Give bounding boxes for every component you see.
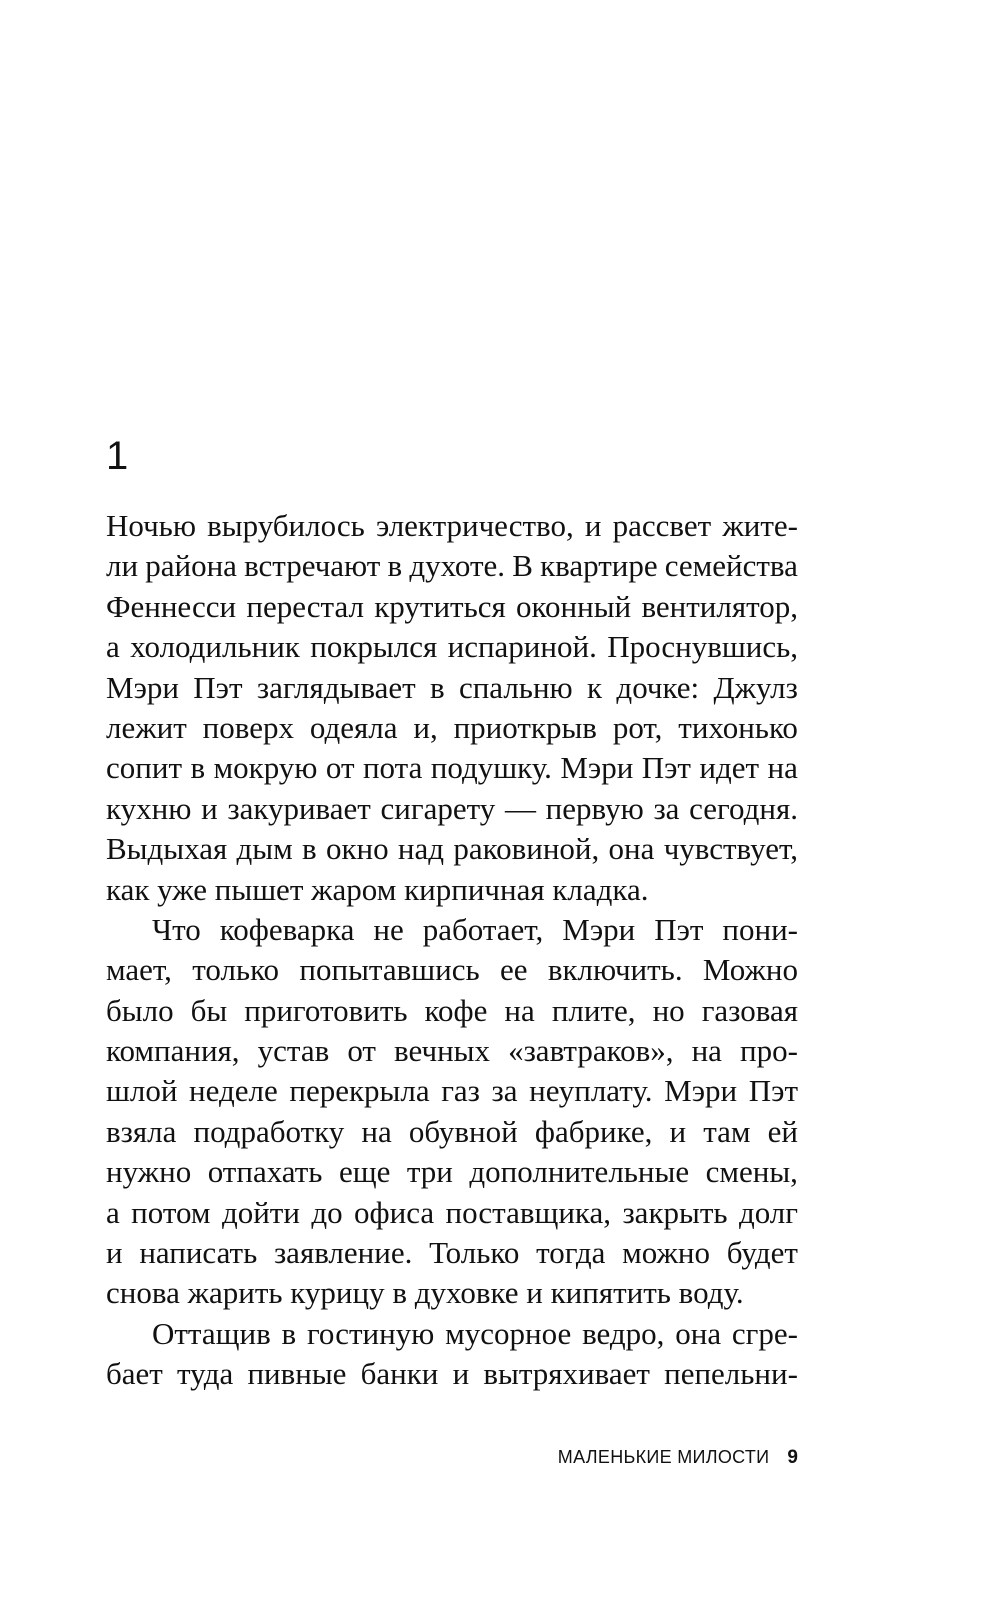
- page-number: 9: [787, 1447, 798, 1468]
- body-text: [106, 506, 798, 1395]
- running-title: МАЛЕНЬКИЕ МИЛОСТИ: [557, 1447, 770, 1467]
- text-line: сопит в мокрую от пота подушку. Мэри Пэт идет на: [106, 750, 798, 786]
- text-line: Оттащив в гостиную мусорное ведро, она сгре-: [152, 1315, 798, 1351]
- text-line: нужно отпахать еще три дополнительные смены,: [106, 1154, 798, 1190]
- text-line: Феннесси перестал крутиться оконный вентилятор,: [106, 588, 798, 624]
- text-line: мает, только попытавшись ее включить. Можно: [106, 952, 798, 988]
- text-line: было бы приготовить кофе на плите, но газовая: [106, 992, 798, 1028]
- text-line: Что кофеварка не работает, Мэри Пэт пони-: [152, 911, 798, 947]
- text-line: бает туда пивные банки и вытряхивает пепельни-: [106, 1356, 798, 1392]
- text-line: а холодильник покрылся испариной. Проснувшись,: [106, 629, 798, 665]
- text-line: взяла подработку на обувной фабрике, и там ей: [106, 1113, 798, 1149]
- text-line: и написать заявление. Только тогда можно будет: [106, 1235, 798, 1271]
- text-line: как уже пышет жаром кирпичная кладка.: [106, 871, 649, 907]
- text-line: снова жарить курицу в духовке и кипятить воду.: [106, 1275, 744, 1311]
- text-line: Мэри Пэт заглядывает в спальню к дочке: Джулз: [106, 669, 798, 705]
- page-footer: [460, 1447, 798, 1469]
- text-line: шлой неделе перекрыла газ за неуплату. Мэри Пэт: [106, 1073, 798, 1109]
- text-line: Ночью вырубилось электричество, и рассвет жите-: [106, 508, 798, 543]
- text-line: компания, устав от вечных «завтраков», на про-: [106, 1033, 798, 1069]
- chapter-number: 1: [106, 434, 129, 478]
- text-line: Выдыхая дым в окно над раковиной, она чувствует,: [106, 831, 798, 867]
- text-line: кухню и закуривает сигарету — первую за сегодня.: [106, 790, 798, 826]
- text-line: лежит поверх одеяла и, приоткрыв рот, тихонько: [106, 709, 798, 745]
- text-line: а потом дойти до офиса поставщика, закрыть долг: [106, 1194, 798, 1230]
- text-line: ли района встречают в духоте. В квартире семейства: [106, 548, 798, 584]
